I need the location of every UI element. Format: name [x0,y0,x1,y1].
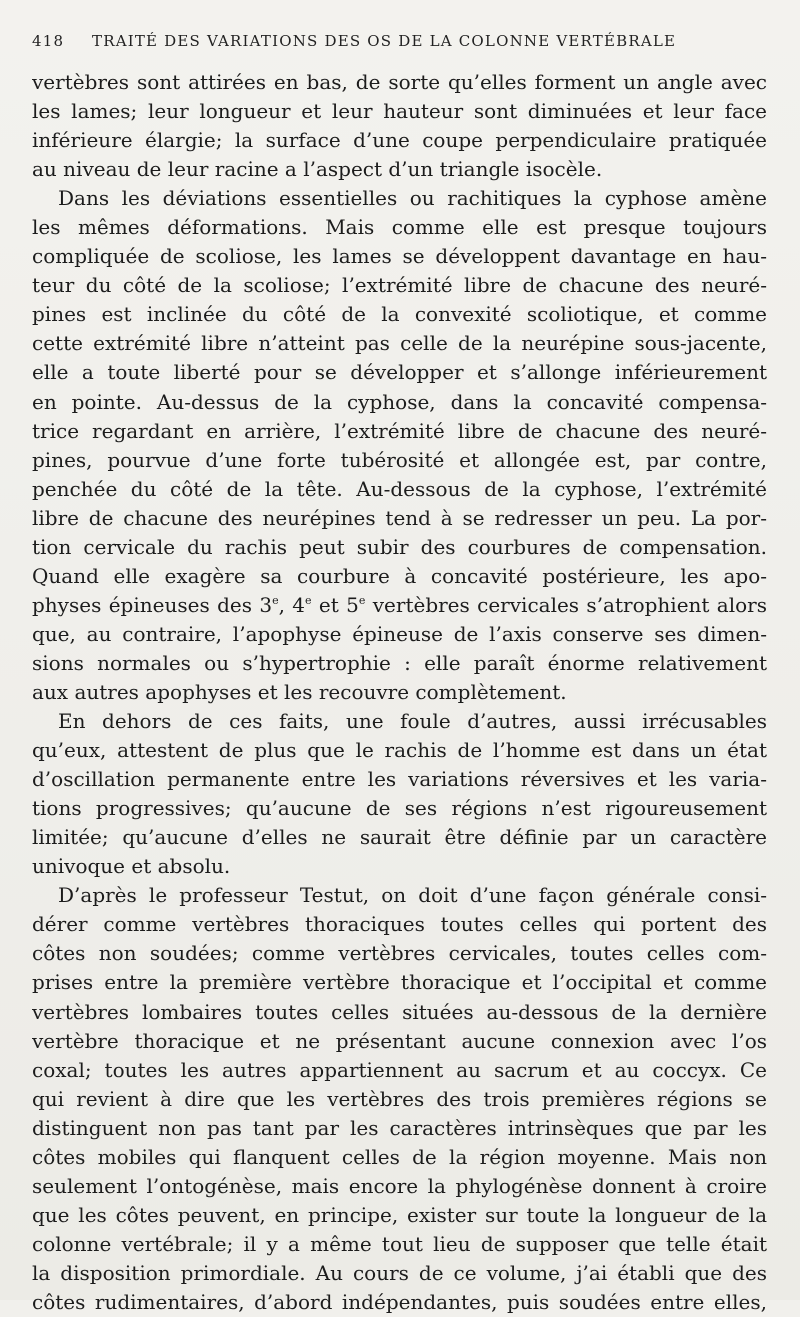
text-line: que les côtes peuvent, en principe, exister sur toute la longueur de la [32,1202,767,1227]
running-title: TRAITÉ DES VARIATIONS DES OS DE LA COLONNE VERTÉBRALE [92,32,677,50]
text-line: compliquée de scoliose, les lames se développent davantage en hau- [32,244,767,269]
text-line: dérer comme vertèbres thoraciques toutes celles qui portent des [32,912,767,937]
text-line: côtes mobiles qui flanquent celles de la région moyenne. Mais non [32,1144,767,1169]
text-line: côtes non soudées; comme vertèbres cervicales, toutes celles com- [32,941,767,966]
text-line-with-superscripts [32,591,767,620]
text-line: penchée du côté de la tête. Au-dessous de la cyphose, l’extrémité [32,476,767,501]
text-line: au niveau de leur racine a l’aspect d’un triangle isocèle. [32,157,603,182]
text-fragment: physes épineuses des 3 [32,592,273,617]
text-line: distinguent non pas tant par les caractères intrinsèques que par les [32,1115,767,1140]
paragraph-start-line: En dehors de ces faits, une foule d’autres, aussi irrécusables [58,709,767,734]
text-line: qu’eux, attestent de plus que le rachis de l’homme est dans un état [32,738,767,763]
text-line: cette extrémité libre n’atteint pas celle de la neurépine sous-jacente, [32,331,767,356]
text-line: colonne vertébrale; il y a même tout lieu de supposer que telle était [32,1231,767,1256]
text-line: les mêmes déformations. Mais comme elle est presque toujours [32,215,767,240]
text-line: pines, pourvue d’une forte tubérosité et allongée est, par contre, [32,447,767,472]
text-line: les lames; leur longueur et leur hauteur sont diminuées et leur face [32,99,767,124]
page-number: 418 [32,32,65,50]
text-line: tion cervicale du rachis peut subir des courbures de compensation. [32,534,767,559]
page-header [32,32,772,56]
text-line: Quand elle exagère sa courbure à concavité postérieure, les apo- [32,563,767,588]
text-line: libre de chacune des neurépines tend à se redresser un peu. La por- [32,505,767,530]
ordinal-superscript: e [272,593,279,607]
text-line: pines est inclinée du côté de la convexité scoliotique, et comme [32,302,767,327]
text-line: limitée; qu’aucune d’elles ne saurait être définie par un caractère [32,825,767,850]
text-fragment: vertèbres cervicales s’atrophient alors [365,592,767,617]
text-line: aux autres apophyses et les recouvre complètement. [32,679,567,704]
text-line: univoque et absolu. [32,854,231,879]
text-line: teur du côté de la scoliose; l’extrémité libre de chacune des neuré- [32,273,767,298]
text-line: prises entre la première vertèbre thoracique et l’occipital et comme [32,970,767,995]
text-line: d’oscillation permanente entre les variations réversives et les varia- [32,767,767,792]
text-line: trice regardant en arrière, l’extrémité libre de chacune des neuré- [32,418,767,443]
text-line: que, au contraire, l’apophyse épineuse de l’axis conserve ses dimen- [32,621,767,646]
ordinal-superscript: e [358,593,366,607]
text-line: coxal; toutes les autres appartiennent au sacrum et au coccyx. Ce [32,1057,767,1082]
paragraph-start-line: Dans les déviations essentielles ou rachitiques la cyphose amène [58,186,767,211]
text-line: inférieure élargie; la surface d’une coupe perpendiculaire pratiquée [32,128,767,153]
text-line: vertèbre thoracique et ne présentant aucune connexion avec l’os [32,1028,767,1053]
paragraph-start-line: D’après le professeur Testut, on doit d’une façon générale consi- [58,883,767,908]
text-line: elle a toute liberté pour se développer et s’allonge inférieurement [32,360,767,385]
text-line: seulement l’ontogénèse, mais encore la phylogénèse donnent à croire [32,1173,767,1198]
text-line: la disposition primordiale. Au cours de ce volume, j’ai établi que des [32,1260,767,1285]
text-line: tions progressives; qu’aucune de ses régions n’est rigoureusement [32,796,767,821]
ordinal-superscript: e [305,593,312,607]
text-line: qui revient à dire que les vertèbres des trois premières régions se [32,1086,767,1111]
body-text [32,68,767,1317]
text-line: vertèbres sont attirées en bas, de sorte qu’elles forment un angle avec [32,70,767,94]
text-line: en pointe. Au-dessus de la cyphose, dans la concavité compensa- [32,389,767,414]
text-fragment: et 5 [311,592,359,617]
text-line: vertèbres lombaires toutes celles situées au-dessous de la dernière [32,999,767,1024]
text-fragment: , 4 [278,592,306,617]
text-line: sions normales ou s’hypertrophie : elle paraît énorme relativement [32,650,767,675]
text-line: côtes rudimentaires, d’abord indépendantes, puis soudées entre elles, [32,1289,767,1314]
